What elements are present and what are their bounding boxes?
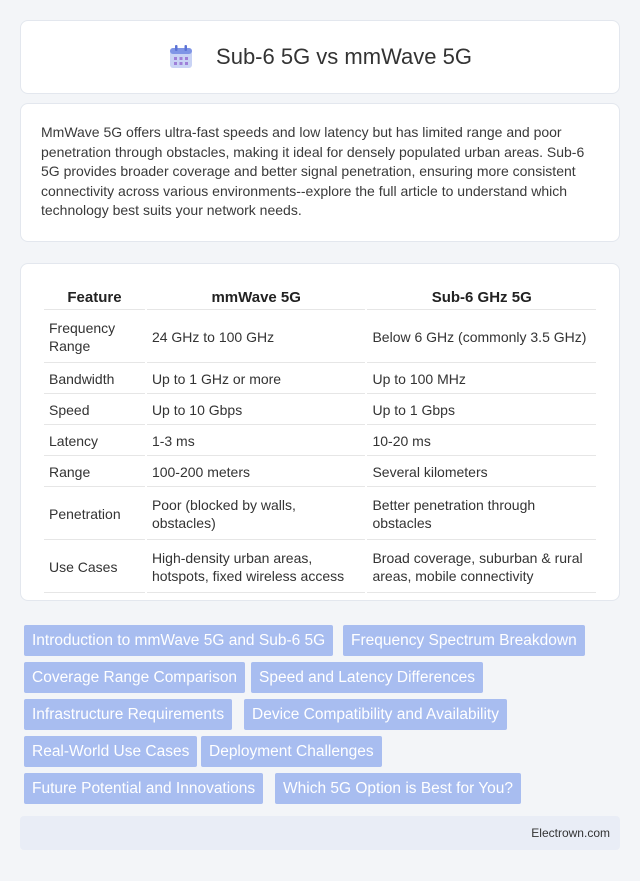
tag-which-option[interactable]: Which 5G Option is Best for You? [275,773,521,804]
table-row [44,542,596,593]
comparison-table [42,284,598,595]
summary-text: MmWave 5G offers ultra-fast speeds and low latency but has limited range and poor penetration through obstacles, making it ideal for densely populated urban areas. Sub-6 5G provides broader coverage and better signal penetration, ensuring more consistent connectivity across various environments--explore the full article to understand which technology best suits your network needs. [41,124,585,218]
table-cell: Bandwidth [44,365,145,394]
table-cell: 1-3 ms [147,427,366,456]
table-cell: Several kilometers [367,458,596,487]
footer [20,816,620,850]
column-header-sub6: Sub-6 GHz 5G [367,286,596,310]
tag-infrastructure[interactable]: Infrastructure Requirements [24,699,232,730]
table-row [44,489,596,540]
table-cell: 10-20 ms [367,427,596,456]
table-cell: Penetration [44,489,145,540]
comparison-table-card [20,263,620,601]
tag-deployment-challenges[interactable]: Deployment Challenges [201,736,382,767]
table-row [44,427,596,456]
table-cell: 24 GHz to 100 GHz [147,312,366,363]
table-cell: Poor (blocked by walls, obstacles) [147,489,366,540]
table-cell: Broad coverage, suburban & rural areas, mobile connectivity [367,542,596,593]
table-cell: Range [44,458,145,487]
tag-speed-latency[interactable]: Speed and Latency Differences [251,662,483,693]
table-cell: Up to 100 MHz [367,365,596,394]
table-cell: Up to 1 Gbps [367,396,596,425]
tag-future-potential[interactable]: Future Potential and Innovations [24,773,263,804]
table-cell: High-density urban areas, hotspots, fixed wireless access [147,542,366,593]
table-cell: Speed [44,396,145,425]
column-header-feature: Feature [44,286,145,310]
tag-coverage-range[interactable]: Coverage Range Comparison [24,662,245,693]
table-row [44,458,596,487]
table-cell: Below 6 GHz (commonly 3.5 GHz) [367,312,596,363]
tag-introduction[interactable]: Introduction to mmWave 5G and Sub-6 5G [24,625,333,656]
calendar-icon [168,44,194,70]
table-row [44,365,596,394]
column-header-mmwave: mmWave 5G [147,286,366,310]
tag-frequency-spectrum[interactable]: Frequency Spectrum Breakdown [343,625,585,656]
table-header-row [44,286,596,310]
table-cell: Up to 10 Gbps [147,396,366,425]
footer-site[interactable]: Electrown.com [531,826,610,840]
table-cell: Latency [44,427,145,456]
table-row [44,312,596,363]
tag-device-compatibility[interactable]: Device Compatibility and Availability [244,699,507,730]
table-cell: Up to 1 GHz or more [147,365,366,394]
summary-card [20,103,620,242]
table-cell: 100-200 meters [147,458,366,487]
title-card [20,20,620,94]
table-cell: Better penetration through obstacles [367,489,596,540]
page-title: Sub-6 5G vs mmWave 5G [216,44,472,69]
table-cell: Use Cases [44,542,145,593]
table-cell: Frequency Range [44,312,145,363]
tag-use-cases[interactable]: Real-World Use Cases [24,736,197,767]
table-row [44,396,596,425]
